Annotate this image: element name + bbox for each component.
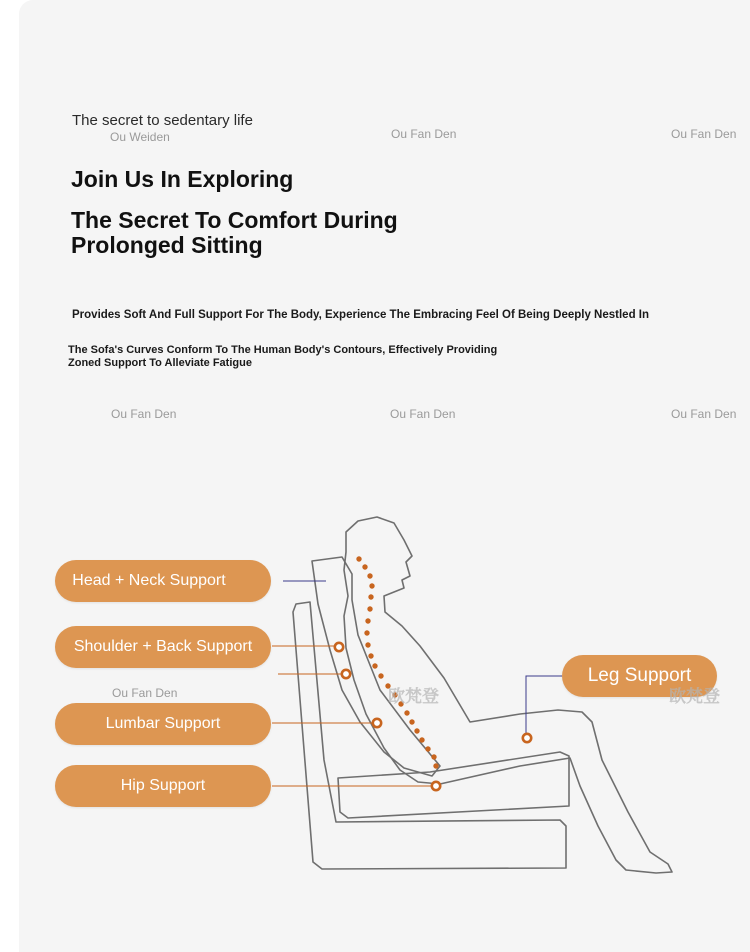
spine-dot: [356, 556, 361, 561]
spine-dot: [378, 673, 383, 678]
brand-watermark: Ou Fan Den: [671, 127, 737, 141]
shoulder-back-support-label: [55, 626, 271, 668]
spine-dot: [409, 719, 414, 724]
spine-dot: [364, 630, 369, 635]
tagline: The secret to sedentary life: [72, 112, 253, 129]
heading-line-3: Prolonged Sitting: [71, 232, 263, 258]
pill-text: Head + Neck Support: [72, 572, 226, 589]
brand-watermark: Ou Fan Den: [671, 407, 737, 421]
spine-dot: [367, 573, 372, 578]
leader-line-leg: [526, 676, 562, 736]
heading-line-2: The Secret To Comfort During: [71, 207, 398, 233]
marker-lumbar: [373, 719, 381, 727]
spine-dot: [419, 737, 424, 742]
marker-back: [342, 670, 350, 678]
brand-watermark: Ou Weiden: [110, 130, 170, 144]
description-line-2a: The Sofa's Curves Conform To The Human Body's Contours, Effectively Providing: [68, 344, 498, 356]
pill-text: Hip Support: [120, 777, 206, 794]
pill-text: Shoulder + Back Support: [73, 638, 253, 655]
spine-dot: [425, 746, 430, 751]
brand-watermark: Ou Fan Den: [112, 686, 178, 700]
pill-text: Leg Support: [587, 665, 692, 686]
heading-line-1: Join Us In Exploring: [71, 166, 294, 192]
spine-dot: [433, 763, 438, 768]
marker-hip: [432, 782, 440, 790]
description-line-1: Provides Soft And Full Support For The Body, Experience The Embracing Feel Of Being Deeply Nestled In: [72, 309, 650, 321]
spine-dot: [365, 642, 370, 647]
spine-dot: [404, 710, 409, 715]
lumbar-support-label: [55, 703, 271, 745]
spine-dot: [372, 663, 377, 668]
brand-watermark: Ou Fan Den: [390, 407, 456, 421]
spine-dot: [368, 594, 373, 599]
head-neck-support-label: [55, 560, 271, 602]
spine-dot: [414, 728, 419, 733]
spine-dot: [431, 754, 436, 759]
marker-shoulder: [335, 643, 343, 651]
spine-dot: [368, 653, 373, 658]
brand-watermark-cn: 欧梵登: [388, 687, 439, 706]
spine-dot: [362, 564, 367, 569]
spine-dot: [369, 583, 374, 588]
brand-watermark-cn: 欧梵登: [669, 687, 720, 706]
brand-watermark: Ou Fan Den: [391, 127, 457, 141]
seat-cushion-outline: [338, 752, 569, 818]
hip-support-label: [55, 765, 271, 807]
brand-watermark: Ou Fan Den: [111, 407, 177, 421]
pill-text: Lumbar Support: [105, 715, 221, 732]
spine-dot: [367, 606, 372, 611]
description-line-2b: Zoned Support To Alleviate Fatigue: [68, 357, 252, 369]
spine-dot: [365, 618, 370, 623]
marker-leg: [523, 734, 531, 742]
